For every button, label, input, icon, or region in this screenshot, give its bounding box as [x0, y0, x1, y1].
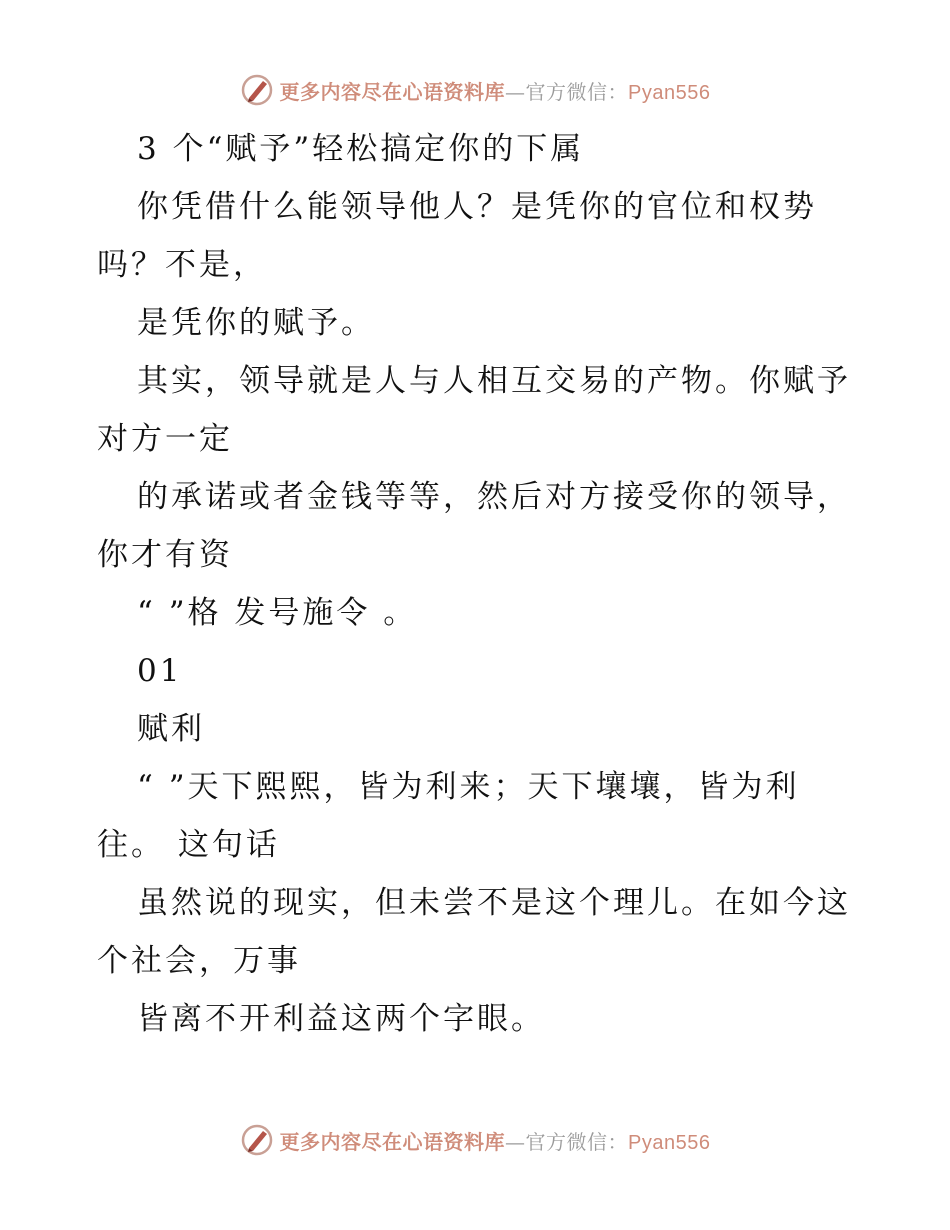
document-body: [97, 120, 887, 1048]
header-banner-wechat-label: 官方微信：: [525, 79, 629, 104]
paragraph-line: “ ”格 发号施令 。: [137, 595, 418, 631]
paragraph-line: 的承诺或者金钱等等，然后对方接受你的领导，: [137, 479, 851, 515]
footer-banner-text: [280, 1126, 711, 1155]
document-title: 3 个“赋予”轻松搞定你的下属: [137, 131, 585, 167]
pen-logo-icon: [240, 1123, 274, 1157]
header-banner-main: 更多内容尽在心语资料库: [279, 79, 506, 104]
paragraph-line: 是凭你的赋予。: [137, 305, 375, 341]
section-number: 01: [137, 653, 183, 689]
paragraph-line: 个社会，万事: [97, 943, 301, 979]
header-banner: [0, 70, 950, 110]
footer-banner-inner: [240, 1123, 711, 1157]
paragraph-line: 吗？不是，: [97, 247, 267, 283]
paragraph-line: 对方一定: [97, 421, 233, 457]
section-heading: 赋利: [137, 711, 205, 747]
header-banner-text: [280, 76, 711, 105]
paragraph-line: 你凭借什么能领导他人？是凭你的官位和权势: [137, 189, 817, 225]
footer-banner-dash: —: [505, 1129, 526, 1154]
paragraph-line: 皆离不开利益这两个字眼。: [137, 1001, 545, 1037]
paragraph-line: “ ”天下熙熙，皆为利来；天下壤壤，皆为利: [137, 769, 800, 805]
footer-banner-main: 更多内容尽在心语资料库: [279, 1129, 506, 1154]
paragraph-line: 往。 这句话: [97, 827, 280, 863]
footer-banner-handle: Pyan556: [628, 1131, 711, 1154]
footer-banner: [0, 1120, 950, 1160]
paragraph-line: 虽然说的现实，但未尝不是这个理儿。在如今这: [137, 885, 851, 921]
footer-banner-wechat-label: 官方微信：: [525, 1129, 629, 1154]
paragraph-line: 其实，领导就是人与人相互交易的产物。你赋予: [137, 363, 851, 399]
header-banner-inner: [240, 73, 711, 107]
header-banner-handle: Pyan556: [628, 81, 711, 104]
header-banner-dash: —: [505, 79, 526, 104]
pen-logo-icon: [240, 73, 274, 107]
paragraph-line: 你才有资: [97, 537, 233, 573]
